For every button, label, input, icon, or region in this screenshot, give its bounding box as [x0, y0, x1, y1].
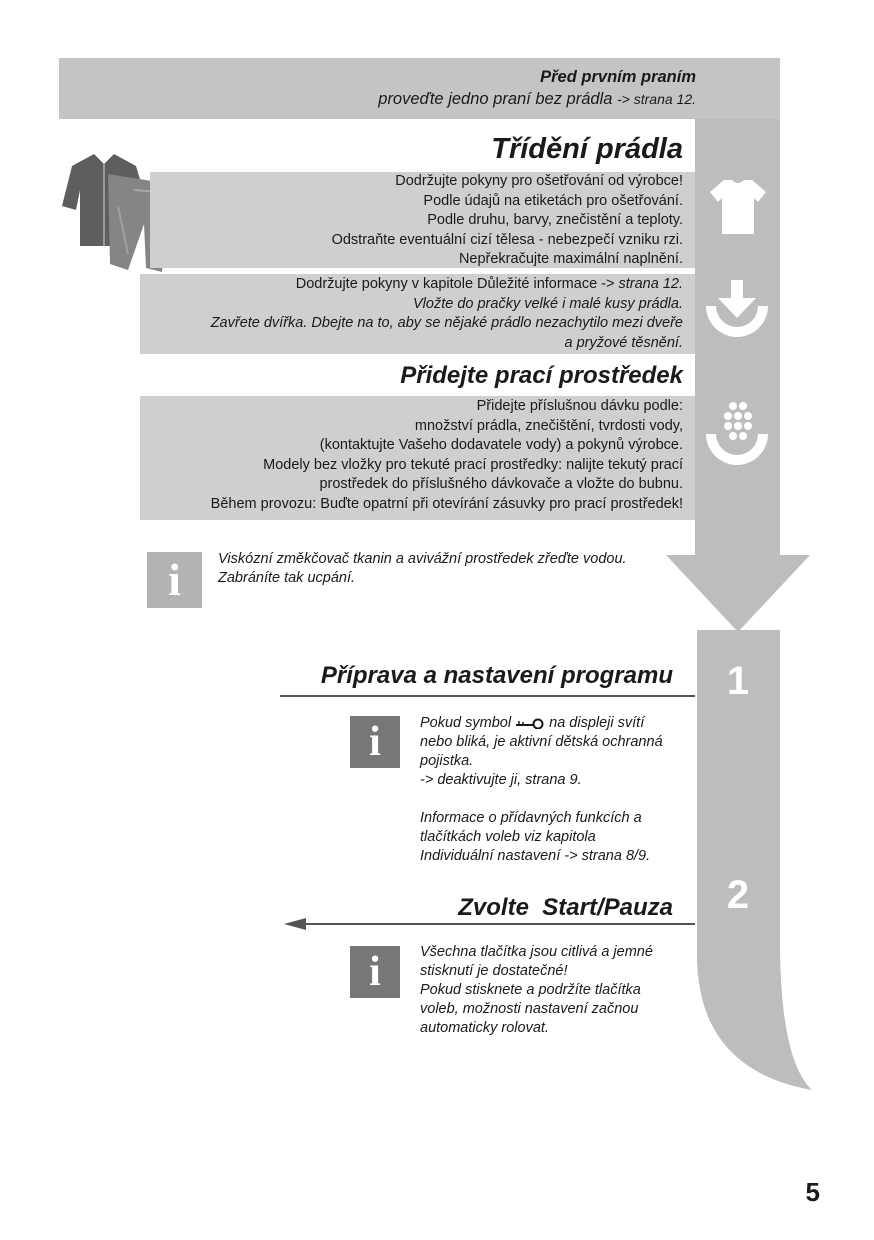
header-ref: -> strana 12. — [617, 91, 696, 107]
loading-ref: strana 12. — [618, 276, 683, 292]
step1-number: 1 — [726, 659, 750, 703]
detergent-line: (kontaktujte Vašeho dodavatele vody) a pokynů výrobce. — [319, 437, 683, 453]
step2-title: Zvolte Start/Pauza — [458, 894, 673, 921]
step1-title: Příprava a nastavení programu — [320, 662, 673, 689]
load-laundry-icon — [700, 276, 774, 346]
step1-info-line: Individuální nastavení -> strana 8/9. — [420, 848, 651, 864]
step1-info-line: -> deaktivujte ji, strana 9. — [420, 772, 582, 788]
sorting-line: Nepřekračujte maximální naplnění. — [458, 251, 683, 267]
step2-number: 2 — [726, 873, 750, 917]
detergent-title: Přidejte prací prostředek — [400, 362, 683, 389]
detergent-line: Během provozu: Buďte opatrní při otevírání zásuvky pro prací prostředek! — [210, 495, 683, 512]
page-number: 5 — [805, 1177, 820, 1207]
sorting-text — [150, 172, 683, 270]
child-lock-key-icon — [515, 717, 545, 729]
step2-info-line: stisknutí je dostatečné! — [420, 963, 568, 979]
step2-info-line: Pokud stisknete a podržíte tlačítka — [420, 982, 641, 998]
sorting-line: Podle údajů na etiketách pro ošetřování. — [423, 192, 683, 209]
detergent-icon — [700, 398, 774, 474]
info-icon: i — [350, 716, 400, 768]
detergent-line: množství prádla, znečištění, tvrdosti vody, — [414, 417, 683, 434]
loading-line: Dodržujte pokyny v kapitole Důležité informace -> — [295, 276, 615, 292]
loading-line: Zavřete dvířka. Dbejte na to, aby se nějaké prádlo nezachytilo mezi dveře — [210, 315, 683, 331]
detergent-text — [140, 397, 683, 514]
info1-line: Zabráníte tak ucpání. — [218, 570, 356, 586]
detergent-line: prostředek do příslušného dávkovače a vložte do bubnu. — [319, 476, 683, 492]
step2-info-text — [420, 943, 690, 1038]
shirt-icon — [708, 176, 768, 236]
detergent-line: Přidejte příslušnou dávku podle: — [476, 398, 683, 414]
step1-info-line: Informace o přídavných funkcích a — [420, 810, 642, 826]
info1-line: Viskózní změkčovač tkanin a avivážní prostředek zřeďte vodou. — [218, 551, 627, 567]
step1-info-line: Pokud symbol — [420, 715, 512, 731]
loading-line: Vložte do pračky velké i malé kusy prádla. — [413, 295, 683, 312]
info-icon: i — [350, 946, 400, 998]
sorting-line: Podle druhu, barvy, znečistění a teploty. — [427, 212, 683, 228]
header-line1: Před prvním praním — [540, 68, 696, 86]
header-text — [280, 66, 696, 110]
step1-info-line: pojistka. — [420, 753, 474, 769]
step1-info-line: nebo bliká, je aktivní dětská ochranná — [420, 734, 663, 750]
step1-info-line: tlačítkách voleb viz kapitola — [420, 829, 596, 845]
info1-text — [218, 550, 688, 588]
header-line2: proveďte jedno praní bez prádla — [378, 90, 613, 108]
sorting-title: Třídění prádla — [491, 133, 683, 165]
step2-info-line: Všechna tlačítka jsou citlivá a jemné — [420, 944, 653, 960]
step1-underline — [280, 695, 695, 697]
loading-text — [140, 275, 683, 353]
step2-info-line: voleb, možnosti nastavení začnou — [420, 1001, 639, 1017]
loading-line: a pryžové těsnění. — [564, 334, 683, 351]
sorting-line: Dodržujte pokyny pro ošetřování od výrobce! — [395, 173, 683, 189]
step2-info-line: automaticky rolovat. — [420, 1020, 549, 1036]
step1-info-text — [420, 714, 690, 866]
sorting-line: Odstraňte eventuální cizí tělesa - nebezpečí vzniku rzi. — [331, 231, 683, 248]
info-icon: i — [147, 552, 202, 608]
detergent-line: Modely bez vložky pro tekuté prací prostředky: nalijte tekutý prací — [263, 456, 683, 473]
start-arrow-line — [282, 916, 697, 932]
step1-info-line: na displeji svítí — [549, 715, 645, 731]
